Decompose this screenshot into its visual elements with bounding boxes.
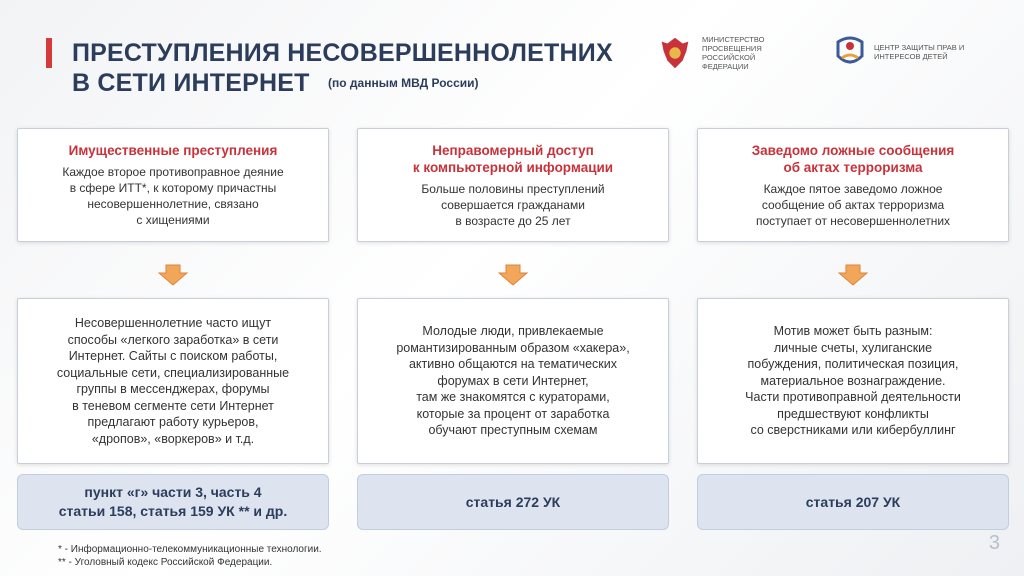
detail-card xyxy=(357,298,669,464)
summary-card xyxy=(357,128,669,242)
center-logo-text: ЦЕНТР ЗАЩИТЫ ПРАВ И ИНТЕРЕСОВ ДЕТЕЙ xyxy=(874,43,965,61)
footnote-2: ** - Уголовный кодекс Российской Федерации. xyxy=(58,557,273,568)
title-accent-bar xyxy=(46,38,52,68)
ministry-logo-text: МИНИСТЕРСТВО ПРОСВЕЩЕНИЯ РОССИЙСКОЙ ФЕДЕРАЦИИ xyxy=(702,35,765,71)
column-unauthorized-access xyxy=(357,128,669,530)
down-arrow-icon xyxy=(357,264,669,286)
detail-card xyxy=(697,298,1009,464)
title-line-2: В СЕТИ ИНТЕРНЕТ xyxy=(72,69,310,97)
card-detail: Молодые люди, привлекаемые романтизированным образом «хакера», активно общаются на тематических форумах в сети Интернет, там же знакомятся с кураторами, которые за процент от заработка обучают преступным схемам xyxy=(396,324,630,438)
card-summary: Больше половины преступлений совершается гражданами в возрасте до 25 лет xyxy=(421,181,605,228)
column-false-terror-reports xyxy=(697,128,1009,530)
ministry-logo xyxy=(656,34,802,72)
page-subtitle: (по данным МВД России) xyxy=(328,76,479,90)
card-heading: Неправомерный доступ к компьютерной информации xyxy=(412,142,614,175)
card-summary: Каждое пятое заведомо ложное сообщение об актах терроризма поступает от несовершеннолетних xyxy=(755,181,951,228)
down-arrow-icon xyxy=(697,264,1009,286)
law-reference: статья 272 УК xyxy=(357,474,669,530)
detail-card xyxy=(17,298,329,464)
column-property-crimes xyxy=(17,128,329,530)
card-heading: Заведомо ложные сообщения об актах терроризма xyxy=(751,142,955,175)
summary-card xyxy=(697,128,1009,242)
coat-of-arms-icon xyxy=(656,34,694,72)
page-number: 3 xyxy=(988,532,1000,554)
down-arrow-icon xyxy=(17,264,329,286)
law-reference: пункт «г» части 3, часть 4 статьи 158, статья 159 УК ** и др. xyxy=(17,474,329,530)
footnote-1: * - Информационно-телекоммуникационные технологии. xyxy=(58,544,322,555)
center-logo xyxy=(834,32,984,72)
summary-card xyxy=(17,128,329,242)
footnotes xyxy=(58,543,322,569)
title-line-1: ПРЕСТУПЛЕНИЯ НЕСОВЕРШЕННОЛЕТНИХ xyxy=(72,39,613,67)
card-detail: Несовершеннолетние часто ищут способы «легкого заработка» в сети Интернет. Сайты с поиском работы, социальные сети, специализированные группы в мессенджерах, форумы в теневом сегменте сети Интернет предлагают работу курьеров, «дропов», «воркеров» и т.д. xyxy=(56,316,290,446)
card-heading: Имущественные преступления xyxy=(68,143,278,158)
child-protection-icon xyxy=(834,32,866,72)
law-reference: статья 207 УК xyxy=(697,474,1009,530)
card-summary: Каждое второе противоправное деяние в сфере ИТТ*, к которому причастны несовершеннолетние, связано с хищениями xyxy=(62,165,284,227)
card-detail: Мотив может быть разным: личные счеты, хулиганские побуждения, политическая позиция, материальное вознаграждение. Части противоправной деятельности предшествуют конфликты со сверстниками или кибербуллинг xyxy=(745,324,961,438)
